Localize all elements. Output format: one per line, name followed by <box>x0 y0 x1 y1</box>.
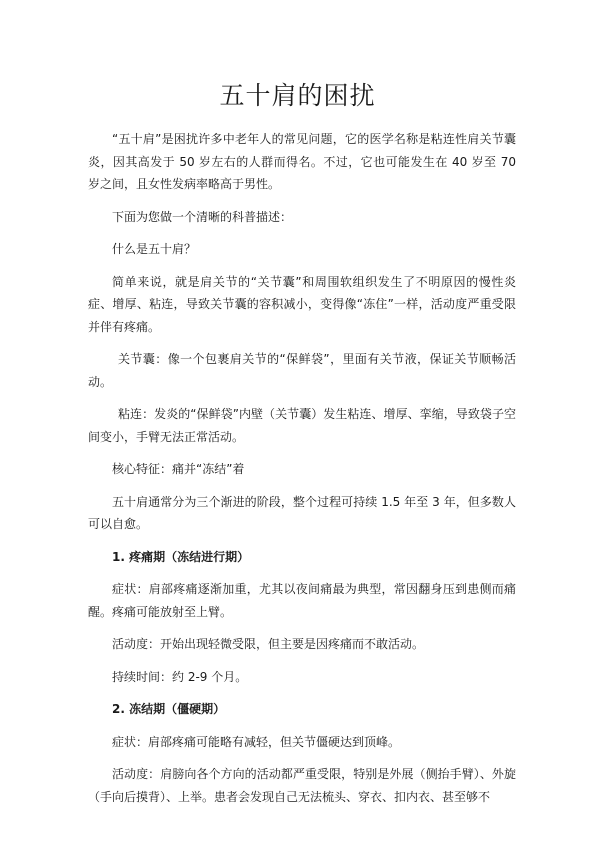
adhesion-paragraph: 粘连：发炎的“保鲜袋”内壁（关节囊）发生粘连、增厚、挛缩，导致袋子空间变小，手臂无法正常活动。 <box>88 407 516 444</box>
lead-paragraph: 下面为您做一个清晰的科普描述： <box>112 209 293 224</box>
stage2-symptom: 症状：肩部疼痛可能略有减轻，但关节僵硬达到顶峰。 <box>112 734 401 749</box>
stage2-mobility: 活动度：肩膀向各个方向的活动都严重受限，特别是外展（侧抬手臂）、外旋（手向后摸背）、上举。患者会发现自己无法梳头、穿衣、扣内衣、甚至够不 <box>88 767 516 804</box>
stage1-mobility: 活动度：开始出现轻微受限，但主要是因疼痛而不敢活动。 <box>112 637 425 651</box>
capsule-paragraph: 关节囊：像一个包裹肩关节的“保鲜袋”，里面有关节液，保证关节顺畅活动。 <box>88 352 516 389</box>
feature-paragraph: 核心特征：痛并“冻结”着 <box>112 462 245 476</box>
stage1-symptom: 症状：肩部疼痛逐渐加重，尤其以夜间痛最为典型，常因翻身压到患侧而痛醒。疼痛可能放射至上臂。 <box>88 582 516 619</box>
stage1-duration: 持续时间：约 2-9 个月。 <box>112 669 248 684</box>
stage1-heading: 1. 疼痛期（冻结进行期） <box>112 549 250 564</box>
intro-paragraph: “五十肩”是困扰许多中老年人的常见问题，它的医学名称是粘连性肩关节囊炎，因其高发于 50 岁左右的人群而得名。不过，它也可能发生在 40 岁至 70 岁之间，且女性发病率略高于男性。 <box>88 132 516 191</box>
article-body <box>88 128 516 818</box>
question-paragraph: 什么是五十肩？ <box>112 242 197 256</box>
stages-paragraph: 五十肩通常分为三个渐进的阶段，整个过程可持续 1.5 年至 3 年，但多数人可以自愈。 <box>88 494 516 531</box>
page-title: 五十肩的困扰 <box>219 81 376 110</box>
stage2-heading: 2. 冻结期（僵硬期） <box>112 702 226 716</box>
definition-paragraph: 简单来说，就是肩关节的“关节囊”和周围软组织发生了不明原因的慢性炎症、增厚、粘连，导致关节囊的容积减小，变得像“冻住”一样，活动度严重受限并伴有疼痛。 <box>88 274 516 334</box>
